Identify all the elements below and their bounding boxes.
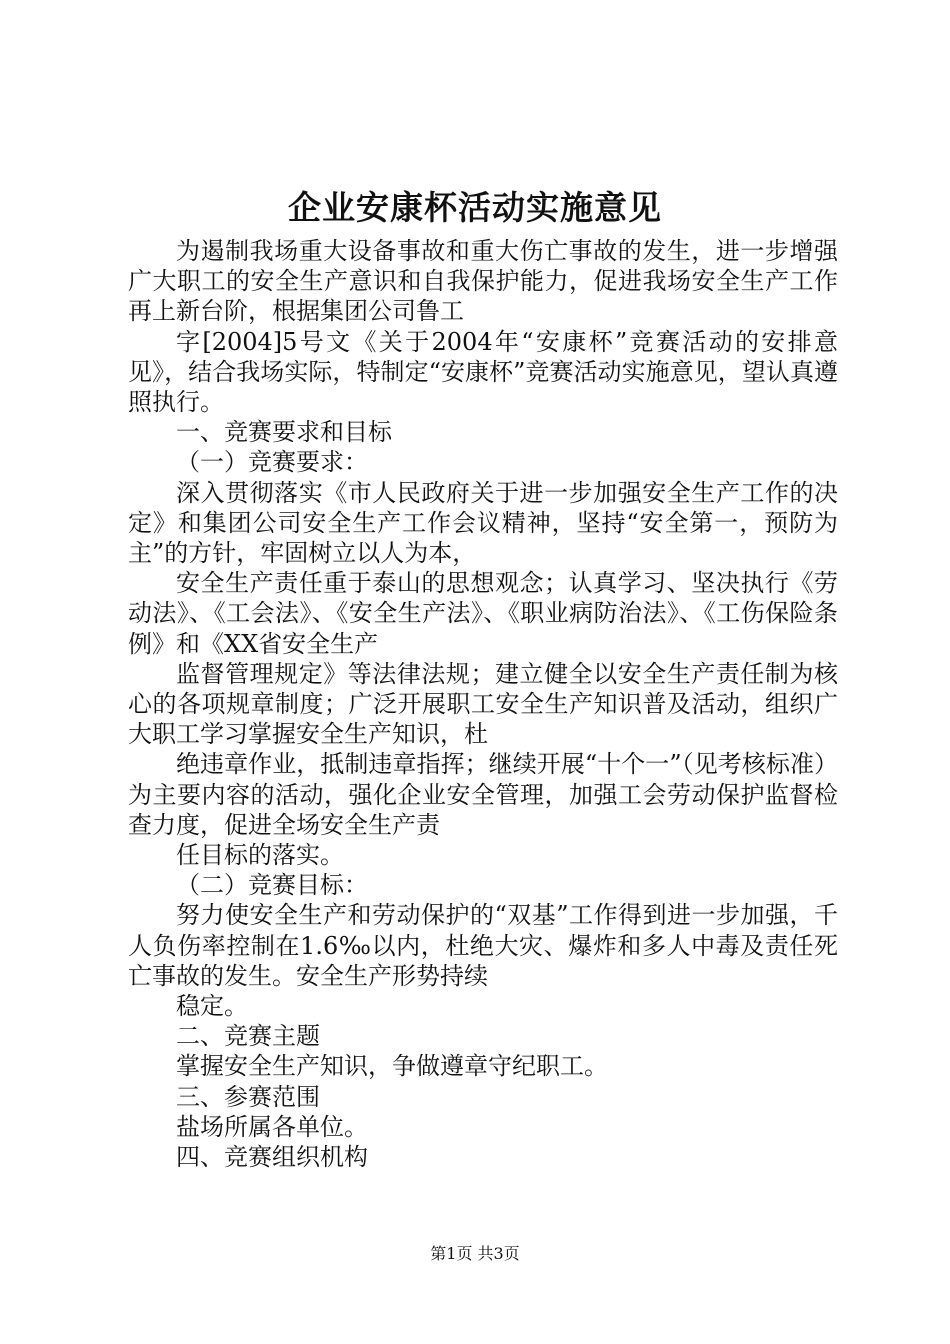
section-heading: 二、竞赛主题 xyxy=(176,1022,320,1051)
paragraph: 字[2004]5号文《关于2004年“安康杯”竞赛活动的安排意见》，结合我场实际，特制定“安康杯”竞赛活动实施意见，望认真遵照执行。 xyxy=(128,327,838,417)
paragraph: 深入贯彻落实《市人民政府关于进一步加强安全生产工作的决定》和集团公司安全生产工作会议精神，坚持“安全第一，预防为主”的方针，牢固树立以人为本， xyxy=(128,478,838,568)
subsection-heading: （二）竞赛目标： xyxy=(176,871,368,900)
paragraph: 任目标的落实。 xyxy=(176,841,344,870)
section-heading: 四、竞赛组织机构 xyxy=(176,1143,368,1172)
subsection-heading: （一）竞赛要求： xyxy=(176,448,368,477)
document-body xyxy=(128,236,838,1172)
paragraph: 稳定。 xyxy=(176,992,248,1021)
paragraph: 努力使安全生产和劳动保护的“双基”工作得到进一步加强，千人负伤率控制在1.6‰以内，杜绝大灾、爆炸和多人中毒及责任死亡事故的发生。安全生产形势持续 xyxy=(128,901,838,990)
document-title: 企业安康杯活动实施意见 xyxy=(288,188,662,227)
paragraph: 为遏制我场重大设备事故和重大伤亡事故的发生，进一步增强广大职工的安全生产意识和自我保护能力，促进我场安全生产工作再上新台阶，根据集团公司鲁工 xyxy=(128,237,838,326)
paragraph: 绝违章作业，抵制违章指挥；继续开展“十个一”（见考核标准）为主要内容的活动，强化企业安全管理，加强工会劳动保护监督检查力度，促进全场安全生产责 xyxy=(128,750,838,839)
paragraph: 安全生产责任重于泰山的思想观念；认真学习、坚决执行《劳动法》、《工会法》、《安全生产法》、《职业病防治法》、《工伤保险条例》和《XX省安全生产 xyxy=(128,569,838,658)
paragraph: 盐场所属各单位。 xyxy=(176,1112,368,1141)
section-heading: 一、竞赛要求和目标 xyxy=(176,418,392,447)
paragraph: 掌握安全生产知识，争做遵章守纪职工。 xyxy=(176,1052,608,1081)
paragraph: 监督管理规定》等法律法规；建立健全以安全生产责任制为核心的各项规章制度；广泛开展职工安全生产知识普及活动，组织广大职工学习掌握安全生产知识，杜 xyxy=(128,659,838,749)
page-footer: 第1页 共3页 xyxy=(430,1244,520,1263)
section-heading: 三、参赛范围 xyxy=(176,1082,320,1111)
